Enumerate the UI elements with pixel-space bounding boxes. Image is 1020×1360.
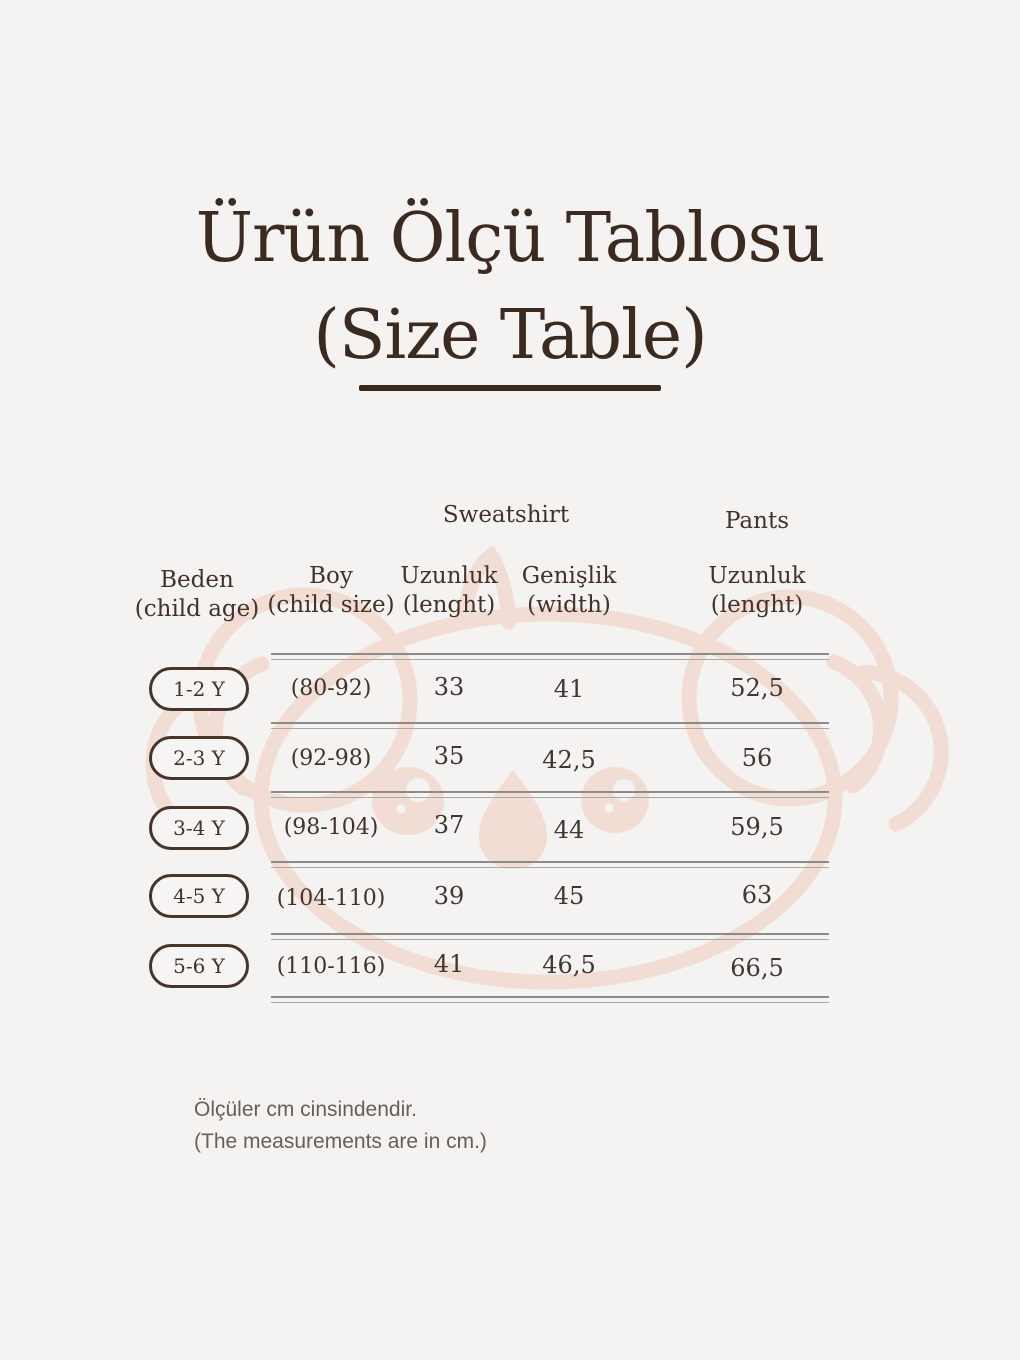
age-pill: 5-6 Y — [149, 944, 249, 988]
pants-length-cell: 56 — [741, 744, 773, 772]
title-underline — [359, 385, 661, 391]
sweatshirt-length-cell: 33 — [433, 673, 465, 701]
column-header-label: Boy — [309, 563, 353, 589]
group-header-pants: Pants — [724, 508, 789, 534]
child-size-cell: (110-116) — [276, 954, 386, 979]
page-title-line-2: (Size Table) — [313, 296, 707, 375]
sweatshirt-length-cell: 41 — [433, 950, 465, 978]
sweatshirt-width-cell: 46,5 — [542, 951, 596, 979]
child-size-cell: (98-104) — [283, 815, 379, 840]
pants-length-cell: 52,5 — [730, 674, 784, 702]
age-pill: 3-4 Y — [149, 806, 249, 850]
pants-length-cell: 59,5 — [730, 813, 784, 841]
column-header-sub: (child age) — [134, 596, 260, 622]
divider-line — [271, 861, 829, 868]
column-header-label: Genişlik — [521, 563, 617, 589]
column-header-pants-length — [677, 562, 837, 620]
measurement-note — [194, 1094, 487, 1158]
child-size-cell: (92-98) — [290, 746, 372, 771]
column-header-label: Beden — [160, 567, 234, 593]
column-header-sweatshirt-width — [489, 562, 649, 620]
pants-length-cell: 66,5 — [730, 954, 784, 982]
sweatshirt-length-cell: 39 — [433, 882, 465, 910]
sweatshirt-width-cell: 41 — [553, 675, 585, 703]
age-pill: 4-5 Y — [149, 874, 249, 918]
sweatshirt-length-cell: 37 — [433, 811, 465, 839]
divider-line — [271, 653, 829, 660]
column-header-sub: (child size) — [267, 592, 395, 618]
divider-line — [271, 791, 829, 798]
column-header-sub: (lenght) — [710, 592, 804, 618]
divider-line — [271, 722, 829, 729]
measurement-note-tr: Ölçüler cm cinsindendir. — [194, 1098, 417, 1121]
column-header-sub: (width) — [527, 592, 611, 618]
column-header-label: Uzunluk — [708, 563, 806, 589]
column-header-sub: (lenght) — [402, 592, 496, 618]
child-size-cell: (104-110) — [276, 886, 386, 911]
page-title — [0, 190, 1020, 384]
sweatshirt-length-cell: 35 — [433, 742, 465, 770]
divider-line — [271, 933, 829, 940]
sweatshirt-width-cell: 42,5 — [542, 746, 596, 774]
measurement-note-en: (The measurements are in cm.) — [194, 1130, 487, 1153]
column-header-label: Uzunluk — [400, 563, 498, 589]
page-title-line-1: Ürün Ölçü Tablosu — [195, 199, 825, 278]
age-pill: 1-2 Y — [149, 667, 249, 711]
age-pill: 2-3 Y — [149, 736, 249, 780]
pants-length-cell: 63 — [741, 881, 773, 909]
group-header-sweatshirt: Sweatshirt — [442, 502, 570, 528]
sweatshirt-width-cell: 45 — [553, 882, 585, 910]
divider-line — [271, 996, 829, 1003]
child-size-cell: (80-92) — [290, 676, 372, 701]
sweatshirt-width-cell: 44 — [553, 816, 585, 844]
